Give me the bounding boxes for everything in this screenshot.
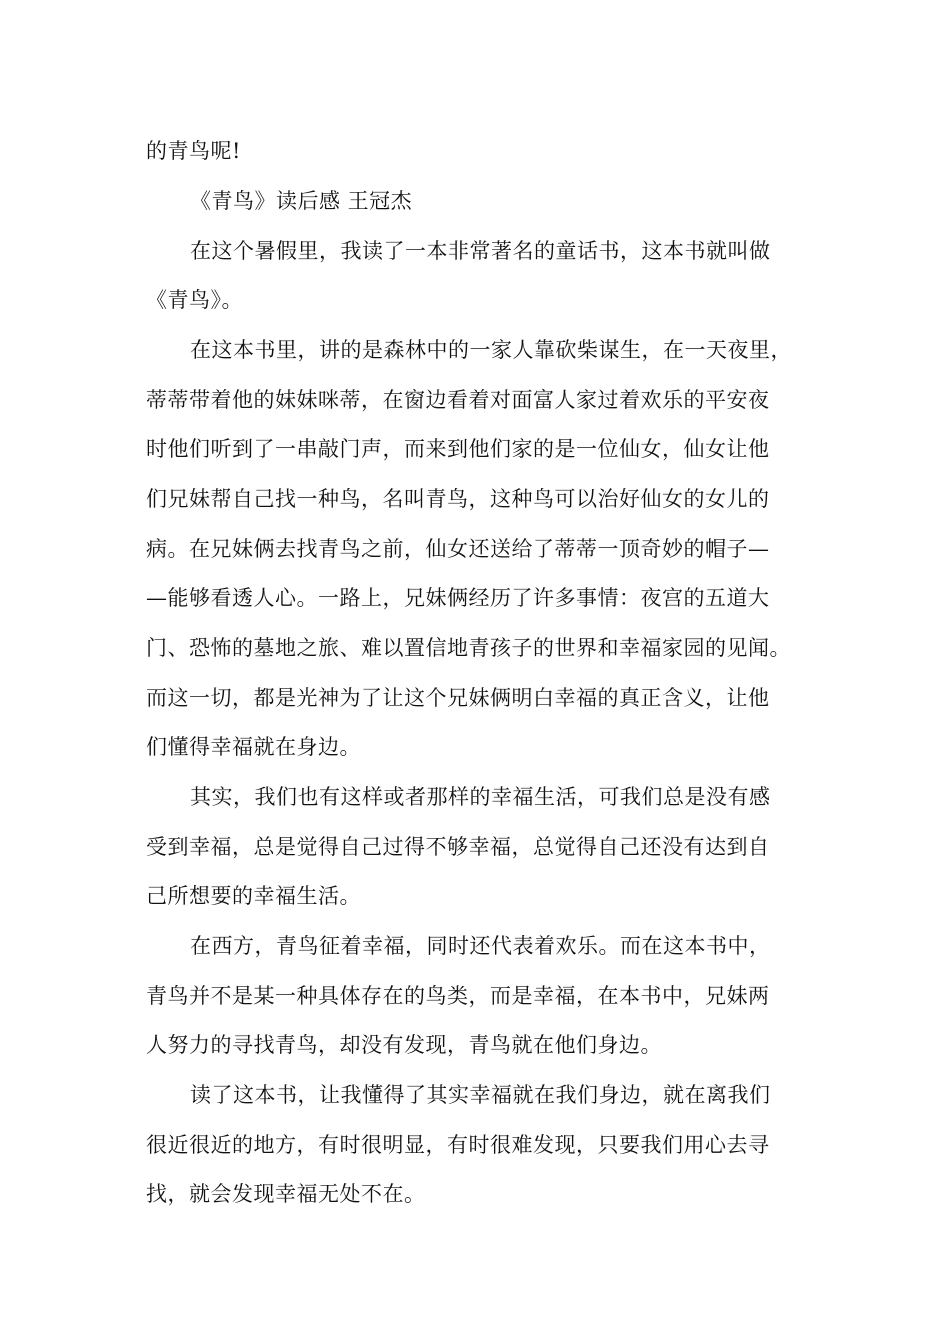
text-line: 的青鸟呢! [146, 139, 241, 163]
text-line: 们兄妹帮自己找一种鸟，名叫青鸟，这种鸟可以治好仙女的女儿的 [146, 487, 770, 511]
text-line: 门、恐怖的墓地之旅、难以置信地青孩子的世界和幸福家园的见闻。 [146, 636, 791, 660]
text-line: 《青鸟》。 [146, 288, 243, 312]
text-line: 病。在兄妹俩去找青鸟之前，仙女还送给了蒂蒂一顶奇妙的帽子— [146, 537, 770, 561]
text-line: 其实，我们也有这样或者那样的幸福生活，可我们总是没有感 [190, 785, 771, 809]
text-line: 读了这本书，让我懂得了其实幸福就在我们身边，就在离我们 [190, 1083, 771, 1107]
text-line: 青鸟并不是某一种具体存在的鸟类，而是幸福，在本书中，兄妹两 [146, 984, 770, 1008]
text-line: 很近很近的地方，有时很明显，有时很难发现，只要我们用心去寻 [146, 1133, 770, 1157]
text-line: 己所想要的幸福生活。 [146, 884, 361, 908]
text-line: 蒂蒂带着他的妹妹咪蒂，在窗边看着对面富人家过着欢乐的平安夜 [146, 388, 770, 412]
text-line: 在这本书里，讲的是森林中的一家人靠砍柴谋生，在一天夜里， [190, 338, 792, 362]
text-line: 在这个暑假里，我读了一本非常著名的童话书，这本书就叫做 [190, 239, 771, 263]
text-line: 在西方，青鸟征着幸福，同时还代表着欢乐。而在这本书中， [190, 934, 771, 958]
text-line: 找，就会发现幸福无处不在。 [146, 1182, 426, 1206]
text-line: 们懂得幸福就在身边。 [146, 735, 361, 759]
text-line: 受到幸福，总是觉得自己过得不够幸福，总觉得自己还没有达到自 [146, 835, 770, 859]
text-line: —能够看透人心。一路上，兄妹俩经历了许多事情：夜宫的五道大 [146, 586, 770, 610]
text-line: 人努力的寻找青鸟，却没有发现，青鸟就在他们身边。 [146, 1033, 662, 1057]
essay-title: 《青鸟》读后感 王冠杰 [190, 189, 413, 213]
text-line: 而这一切，都是光神为了让这个兄妹俩明白幸福的真正含义，让他 [146, 686, 770, 710]
text-line: 时他们听到了一串敲门声，而来到他们家的是一位仙女，仙女让他 [146, 437, 770, 461]
